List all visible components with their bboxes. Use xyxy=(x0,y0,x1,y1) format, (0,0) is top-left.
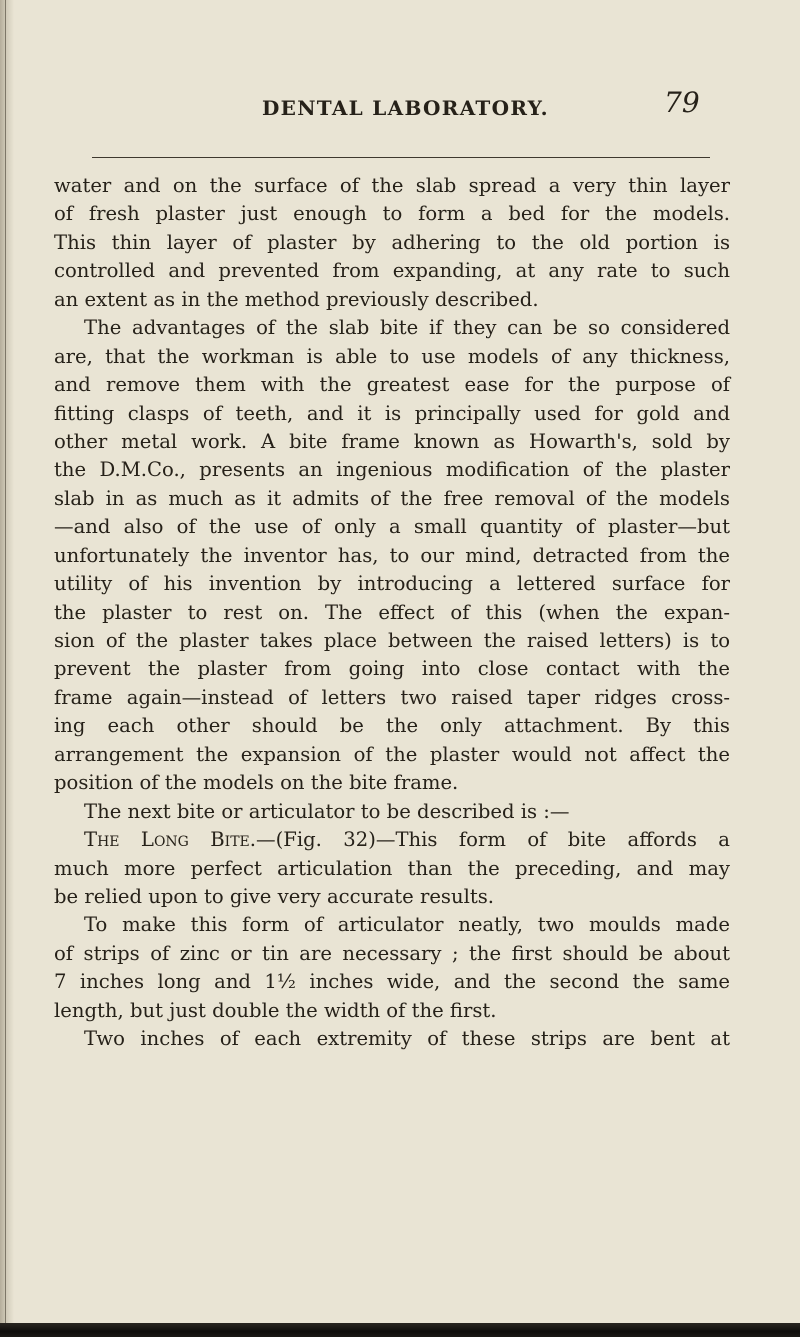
text-line: sion of the plaster takes place between the raised letters) is to xyxy=(54,629,730,652)
text-line: 7 inches long and 1½ inches wide, and the second the same xyxy=(54,970,730,994)
text-line: The next bite or articulator to be described is :— xyxy=(84,799,570,823)
text-line xyxy=(54,826,730,854)
text-line: are, that the workman is able to use models of any thickness, xyxy=(54,344,730,368)
text-line: arrangement the expansion of the plaster would not affect the xyxy=(54,742,730,766)
text-line: frame again—instead of letters two raised taper ridges cross- xyxy=(54,685,730,709)
text-line: controlled and prevented from expanding, at any rate to such xyxy=(54,259,730,283)
text-line: Two inches of each extremity of these strips are bent at xyxy=(84,1027,730,1051)
text-line: This thin layer of plaster by adhering to the old portion is xyxy=(54,230,730,254)
page-binding-edge xyxy=(0,0,14,1337)
text-line: —and also of the use of only a small quantity of plaster—but xyxy=(54,515,730,539)
text-line: length, but just double the width of the first. xyxy=(54,998,497,1022)
text-line: utility of his invention by introducing a lettered surface for xyxy=(54,572,730,596)
text-line: the D.M.Co., presents an ingenious modification of the plaster xyxy=(54,458,730,482)
text-line: unfortunately the inventor has, to our mind, detracted from the xyxy=(54,543,730,567)
page-number: 79 xyxy=(664,86,700,119)
running-title: DENTAL LABORATORY. xyxy=(262,96,549,120)
page-header xyxy=(0,84,800,124)
text-line: other metal work. A bite frame known as Howarth's, sold by xyxy=(54,429,730,453)
text-line: much more perfect articulation than the preceding, and may xyxy=(54,856,730,880)
header-rule xyxy=(92,157,710,158)
text-line: slab in as much as it admits of the free removal of the models xyxy=(54,486,730,510)
section-heading: The Long Bite. xyxy=(84,828,256,852)
text-line: The advantages of the slab bite if they can be so considered xyxy=(84,316,730,340)
text-line: of strips of zinc or tin are necessary ; the first should be about xyxy=(54,941,730,965)
text-line: and remove them with the greatest ease for the purpose of xyxy=(54,373,730,397)
text-line: of fresh plaster just enough to form a bed for the models. xyxy=(54,202,730,226)
text-line: fitting clasps of teeth, and it is principally used for gold and xyxy=(54,401,730,425)
text-span: —(Fig. 32)—This form of bite affords a xyxy=(256,828,730,852)
text-line: ing each other should be the only attachment. By this xyxy=(54,714,730,738)
text-line: prevent the plaster from going into close contact with the xyxy=(54,657,730,681)
text-line: position of the models on the bite frame. xyxy=(54,771,459,795)
text-line: water and on the surface of the slab spread a very thin layer xyxy=(54,174,730,197)
text-line: an extent as in the method previously described. xyxy=(54,287,539,311)
text-line: be relied upon to give very accurate results. xyxy=(54,884,495,908)
text-line: the plaster to rest on. The effect of this (when the expan- xyxy=(54,600,730,624)
body-text xyxy=(54,172,730,1054)
binding-line xyxy=(5,0,6,1337)
text-line: To make this form of articulator neatly, two moulds made xyxy=(84,913,730,937)
scan-bottom-edge xyxy=(0,1323,800,1337)
